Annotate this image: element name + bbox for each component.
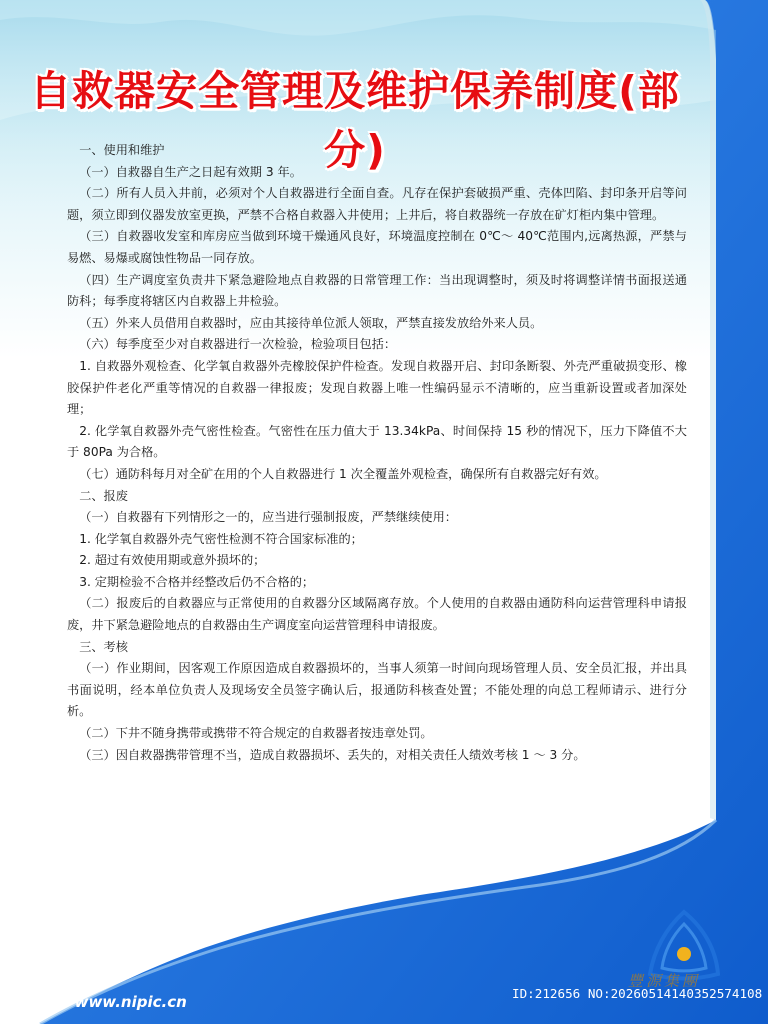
document-body bbox=[67, 140, 687, 766]
paragraph: 二、报废 bbox=[79, 488, 128, 503]
paragraph: （一）自救器自生产之日起有效期 3 年。 bbox=[79, 164, 302, 179]
paragraph: 2. 化学氧自救器外壳气密性检查。气密性在压力值大于 13.34kPa、时间保持 15 秒的情况下，压力下降值不大于 80Pa 为合格。 bbox=[67, 423, 687, 460]
paragraph: （七）通防科每月对全矿在用的个人自救器进行 1 次全覆盖外观检查，确保所有自救器完好有效。 bbox=[79, 466, 607, 481]
watermark-brand: 昵享网 bbox=[2, 990, 60, 1012]
paragraph: 三、考核 bbox=[79, 639, 128, 654]
paragraph: 3. 定期检验不合格并经整改后仍不合格的； bbox=[79, 574, 315, 589]
watermark-footer bbox=[2, 986, 187, 1013]
paragraph: （四）生产调度室负责井下紧急避险地点自救器的日常管理工作：当出现调整时，须及时将调整详情书面报送通防科；每季度将辖区内自救器上井检验。 bbox=[67, 272, 687, 309]
paragraph: （二）报废后的自救器应与正常使用的自救器分区域隔离存放。个人使用的自救器由通防科向运营管理科申请报废，井下紧急避险地点的自救器由生产调度室向运营管理科申请报废。 bbox=[67, 596, 687, 633]
paragraph: 1. 化学氧自救器外壳气密性检测不符合国家标准的； bbox=[79, 531, 363, 546]
paragraph: （二）所有人员入井前，必须对个人自救器进行全面自查。凡存在保护套破损严重、壳体凹陷、封印条开启等问题，须立即到仪器发放室更换，严禁不合格自救器入井使用；上井后，将自救器统一存放在矿灯柜内集中管理。 bbox=[67, 186, 687, 222]
paragraph: （六）每季度至少对自救器进行一次检验，检验项目包括： bbox=[79, 337, 397, 352]
watermark-site: www.nipic.cn bbox=[74, 993, 187, 1011]
paragraph: 2. 超过有效使用期或意外损坏的； bbox=[79, 553, 266, 568]
paragraph: （五）外来人员借用自救器时，应由其接待单位派人领取，严禁直接发放给外来人员。 bbox=[79, 315, 543, 330]
paragraph: （一）自救器有下列情形之一的，应当进行强制报废，严禁继续使用： bbox=[79, 510, 457, 525]
page-title: 自救器安全管理及维护保养制度(部分) bbox=[30, 67, 680, 174]
paragraph: （三）自救器收发室和库房应当做到环境干燥通风良好，环境温度控制在 0℃～ 40℃范围内,远离热源，严禁与易燃、易爆或腐蚀性物品一同存放。 bbox=[67, 229, 687, 265]
company-logo-text: 豐源集團 bbox=[628, 972, 701, 990]
paragraph: （三）因自救器携带管理不当，造成自救器损坏、丢失的，对相关责任人绩效考核 1 ～ 3 分。 bbox=[79, 747, 586, 762]
paragraph: 一、使用和维护 bbox=[79, 143, 165, 157]
paragraph: （一）作业期间，因客观工作原因造成自救器损坏的，当事人须第一时间向现场管理人员、安全员汇报，并出具书面说明，经本单位负责人及现场安全员签字确认后，报通防科核查处置；不能处理的向总工程师请示、进行分析。 bbox=[67, 661, 687, 719]
paragraph: （二）下井不随身携带或携带不符合规定的自救器者按违章处罚。 bbox=[79, 726, 433, 741]
paragraph: 1. 自救器外观检查、化学氧自救器外壳橡胶保护件检查。发现自救器开启、封印条断裂、外壳严重破损变形、橡胶保护件老化严重等情况的自救器一律报废；发现自救器上唯一性编码显示不清晰的，应当重新设置或者加深处理； bbox=[67, 358, 687, 417]
image-id-label: ID:212656 NO:20260514140352574108 bbox=[512, 986, 763, 1001]
